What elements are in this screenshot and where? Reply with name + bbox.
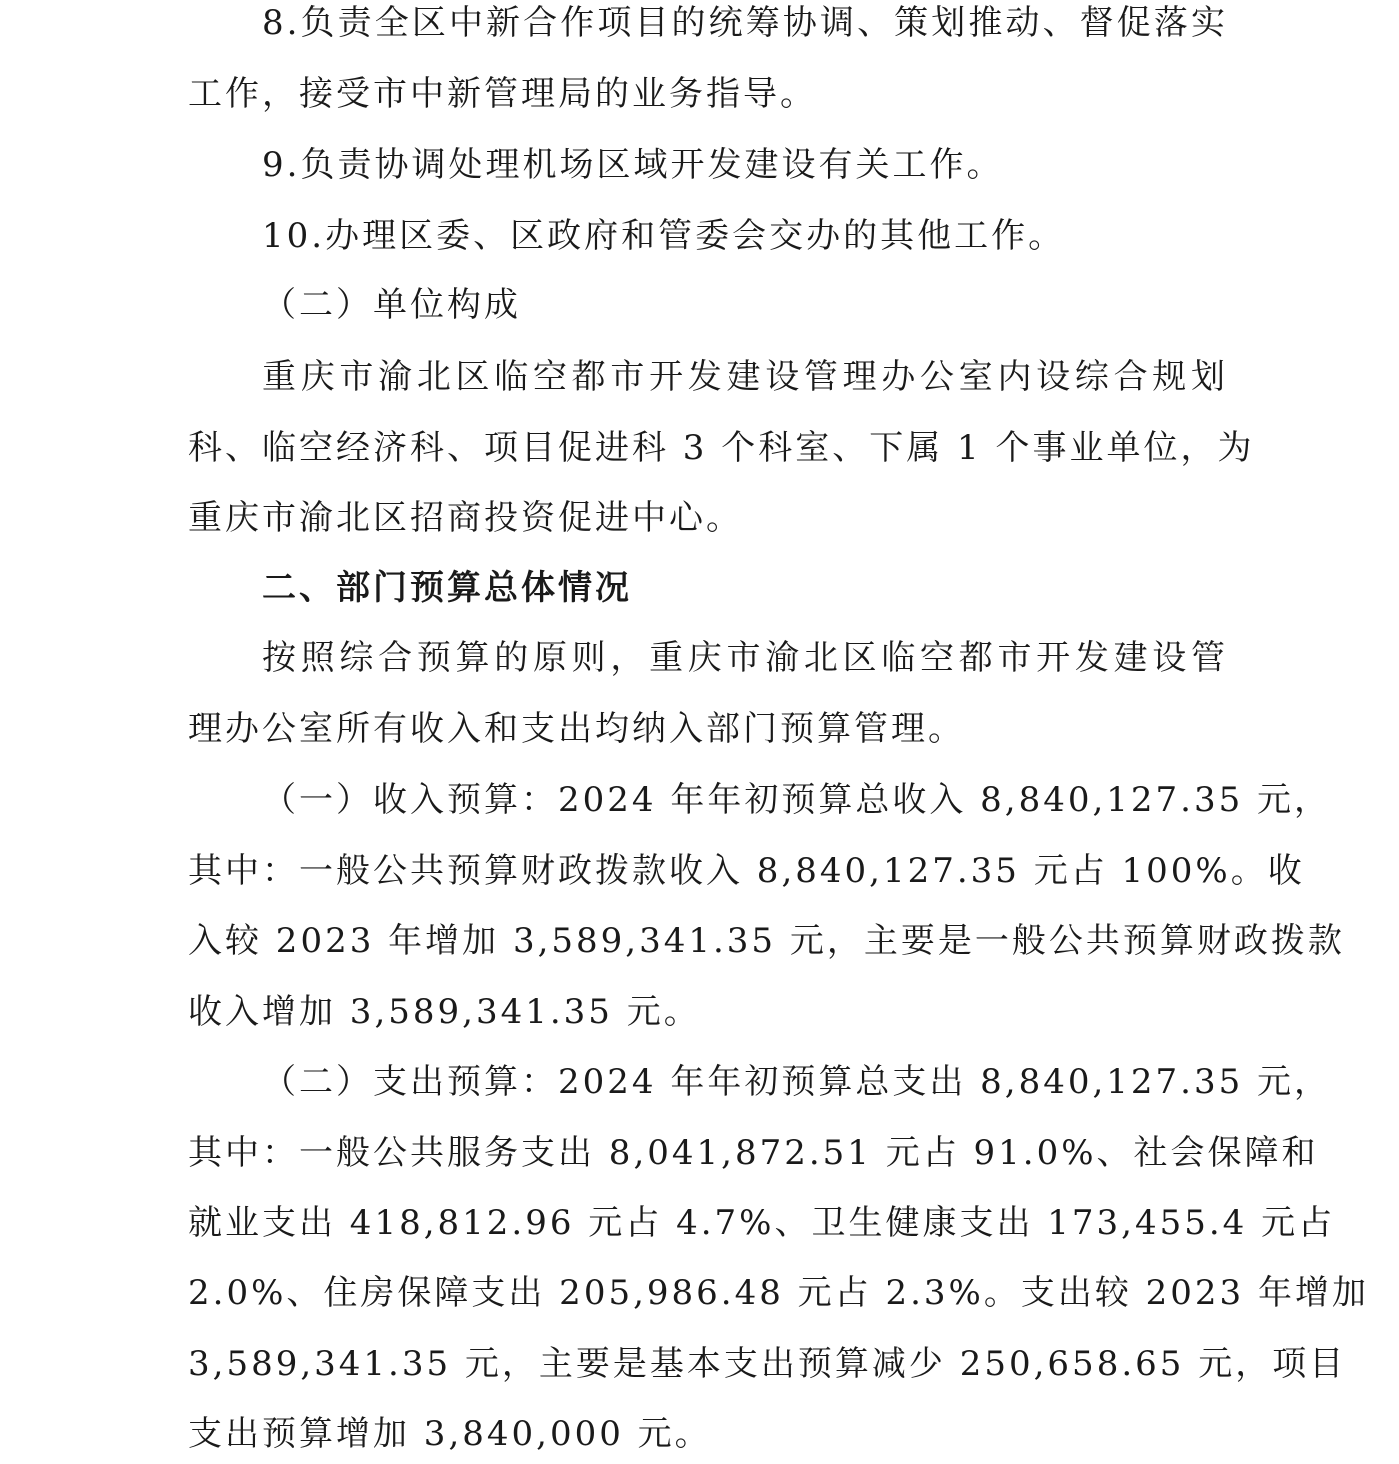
duty-item-10: 10.办理区委、区政府和管委会交办的其他工作。 bbox=[262, 216, 1066, 256]
unit-composition-line-1: 重庆市渝北区临空都市开发建设管理办公室内设综合规划 bbox=[262, 357, 1228, 397]
expenditure-budget-line-6: 支出预算增加 3,840,000 元。 bbox=[188, 1414, 712, 1454]
budget-principle-line-2: 理办公室所有收入和支出均纳入部门预算管理。 bbox=[188, 709, 965, 749]
income-budget-line-2: 其中：一般公共预算财政拨款收入 8,840,127.35 元占 100%。收 bbox=[188, 851, 1305, 891]
expenditure-budget-line-5: 3,589,341.35 元，主要是基本支出预算减少 250,658.65 元，项目 bbox=[188, 1344, 1347, 1384]
expenditure-budget-line-3: 就业支出 418,812.96 元占 4.7%、卫生健康支出 173,455.4 元占 bbox=[188, 1203, 1336, 1243]
budget-principle-line-1: 按照综合预算的原则，重庆市渝北区临空都市开发建设管 bbox=[262, 638, 1228, 678]
chapter-heading-budget-overview: 二、部门预算总体情况 bbox=[262, 568, 632, 608]
duty-item-8-line-2: 工作，接受市中新管理局的业务指导。 bbox=[188, 74, 817, 114]
income-budget-line-3: 入较 2023 年增加 3,589,341.35 元，主要是一般公共预算财政拨款 bbox=[188, 921, 1345, 961]
duty-item-9: 9.负责协调处理机场区域开发建设有关工作。 bbox=[262, 145, 1004, 185]
duty-item-8-line-1: 8.负责全区中新合作项目的统筹协调、策划推动、督促落实 bbox=[262, 3, 1228, 43]
expenditure-budget-line-2: 其中：一般公共服务支出 8,041,872.51 元占 91.0%、社会保障和 bbox=[188, 1133, 1319, 1173]
section-heading-unit-composition: （二）单位构成 bbox=[262, 285, 521, 325]
expenditure-budget-line-4: 2.0%、住房保障支出 205,986.48 元占 2.3%。支出较 2023 年增加 bbox=[188, 1273, 1369, 1313]
unit-composition-line-3: 重庆市渝北区招商投资促进中心。 bbox=[188, 498, 743, 538]
income-budget-line-4: 收入增加 3,589,341.35 元。 bbox=[188, 992, 701, 1032]
income-budget-line-1: （一）收入预算：2024 年年初预算总收入 8,840,127.35 元， bbox=[262, 780, 1332, 820]
expenditure-budget-line-1: （二）支出预算：2024 年年初预算总支出 8,840,127.35 元， bbox=[262, 1062, 1332, 1102]
unit-composition-line-2: 科、临空经济科、项目促进科 3 个科室、下属 1 个事业单位，为 bbox=[188, 428, 1255, 468]
